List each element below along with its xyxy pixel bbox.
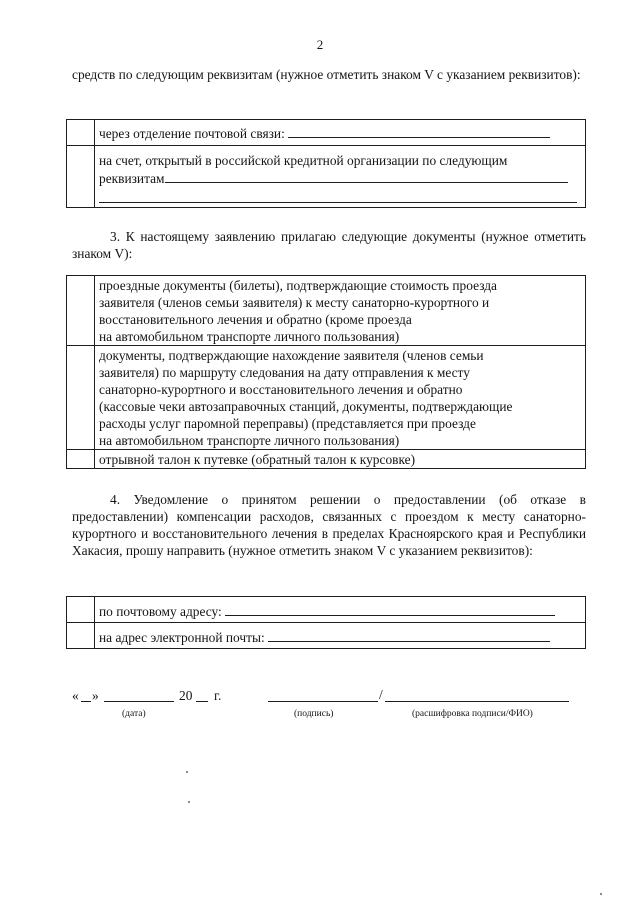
document-line: заявителя) по маршруту следования на дату отправления к месту — [99, 365, 470, 380]
document-line: восстановительного лечения и обратно (кроме проезда — [99, 312, 412, 327]
scan-speck — [186, 771, 188, 773]
bank-details-field-2[interactable] — [99, 189, 577, 203]
year-field[interactable] — [196, 688, 208, 702]
document-voucher — [95, 450, 586, 469]
option-bank-label-2: реквизитам — [99, 171, 165, 186]
payment-method-table — [66, 119, 586, 208]
documents-table — [66, 275, 586, 469]
checkbox-cell-bank[interactable] — [67, 146, 95, 208]
signature-slash: / — [379, 687, 383, 702]
table-row — [67, 450, 586, 469]
option-postal-label: через отделение почтовой связи: — [99, 126, 285, 141]
document-receipts — [95, 346, 586, 450]
checkbox-cell-postal[interactable] — [67, 120, 95, 146]
option-address-label: по почтовому адресу: — [99, 604, 222, 619]
email-field[interactable] — [268, 628, 550, 642]
bank-details-field[interactable] — [165, 169, 568, 183]
notification-table — [66, 596, 586, 649]
document-line: расходы услуг паромной переправы) (представляется при проезде — [99, 416, 476, 431]
checkbox-cell-receipts[interactable] — [67, 346, 95, 450]
option-email-label: на адрес электронной почты: — [99, 630, 265, 645]
document-line: отрывной талон к путевке (обратный талон к курсовке) — [99, 452, 416, 467]
table-row — [67, 146, 586, 208]
section4-paragraph: 4. Уведомление о принятом решении о предоставлении (об отказе в предоставлении) компенсации расходов, связанных с проездом к месту санаторно-курортного и восстановительного лечения в пределах Красноярского края и Республики Хакасия, прошу направить (нужное отметить знаком V с указанием реквизитов): — [72, 492, 586, 558]
checkbox-cell-email[interactable] — [67, 623, 95, 649]
checkbox-cell-voucher[interactable] — [67, 450, 95, 469]
document-line: санаторно-курортного и восстановительного лечения и обратно — [99, 382, 463, 397]
table-row — [67, 276, 586, 346]
postal-address-field[interactable] — [225, 602, 555, 616]
signature-field[interactable] — [268, 688, 378, 702]
document-line: на автомобильном транспорте личного пользования) — [99, 433, 400, 448]
scan-speck — [188, 801, 190, 803]
document-tickets — [95, 276, 586, 346]
postal-office-field[interactable] — [288, 124, 550, 138]
section3-paragraph: 3. К настоящему заявлению прилагаю следующие документы (нужное отметить знаком V): — [72, 229, 586, 261]
option-address — [95, 597, 586, 623]
document-line: (кассовые чеки автозаправочных станций, документы, подтверждающие — [99, 399, 513, 414]
date-caption: (дата) — [122, 709, 146, 719]
option-bank — [95, 146, 586, 208]
checkbox-cell-tickets[interactable] — [67, 276, 95, 346]
signature-caption: (подпись) — [294, 709, 334, 719]
document-line: проездные документы (билеты), подтверждающие стоимость проезда — [99, 278, 497, 293]
decoding-caption: (расшифровка подписи/ФИО) — [412, 709, 533, 719]
table-row — [67, 623, 586, 649]
table-row — [67, 120, 586, 146]
date-quote-open: « — [72, 688, 79, 703]
year-prefix: 20 — [179, 688, 193, 703]
checkbox-cell-address[interactable] — [67, 597, 95, 623]
date-quote-close: » — [92, 688, 99, 703]
year-suffix: г. — [214, 688, 222, 703]
scan-speck — [600, 893, 602, 895]
document-line: документы, подтверждающие нахождение заявителя (членов семьи — [99, 348, 484, 363]
day-field[interactable] — [81, 688, 91, 702]
intro-paragraph: средств по следующим реквизитам (нужное отметить знаком V с указанием реквизитов): — [72, 67, 581, 82]
signature-row — [72, 687, 592, 727]
month-field[interactable] — [104, 688, 174, 702]
option-bank-label: на счет, открытый в российской кредитной организации по следующим — [99, 153, 508, 168]
page-number: 2 — [316, 37, 324, 52]
table-row — [67, 597, 586, 623]
option-email — [95, 623, 586, 649]
option-postal — [95, 120, 586, 146]
table-row — [67, 346, 586, 450]
document-line: на автомобильном транспорте личного пользования) — [99, 329, 400, 344]
name-decoding-field[interactable] — [385, 688, 569, 702]
document-line: заявителя (членов семьи заявителя) к месту санаторно-курортного и — [99, 295, 490, 310]
